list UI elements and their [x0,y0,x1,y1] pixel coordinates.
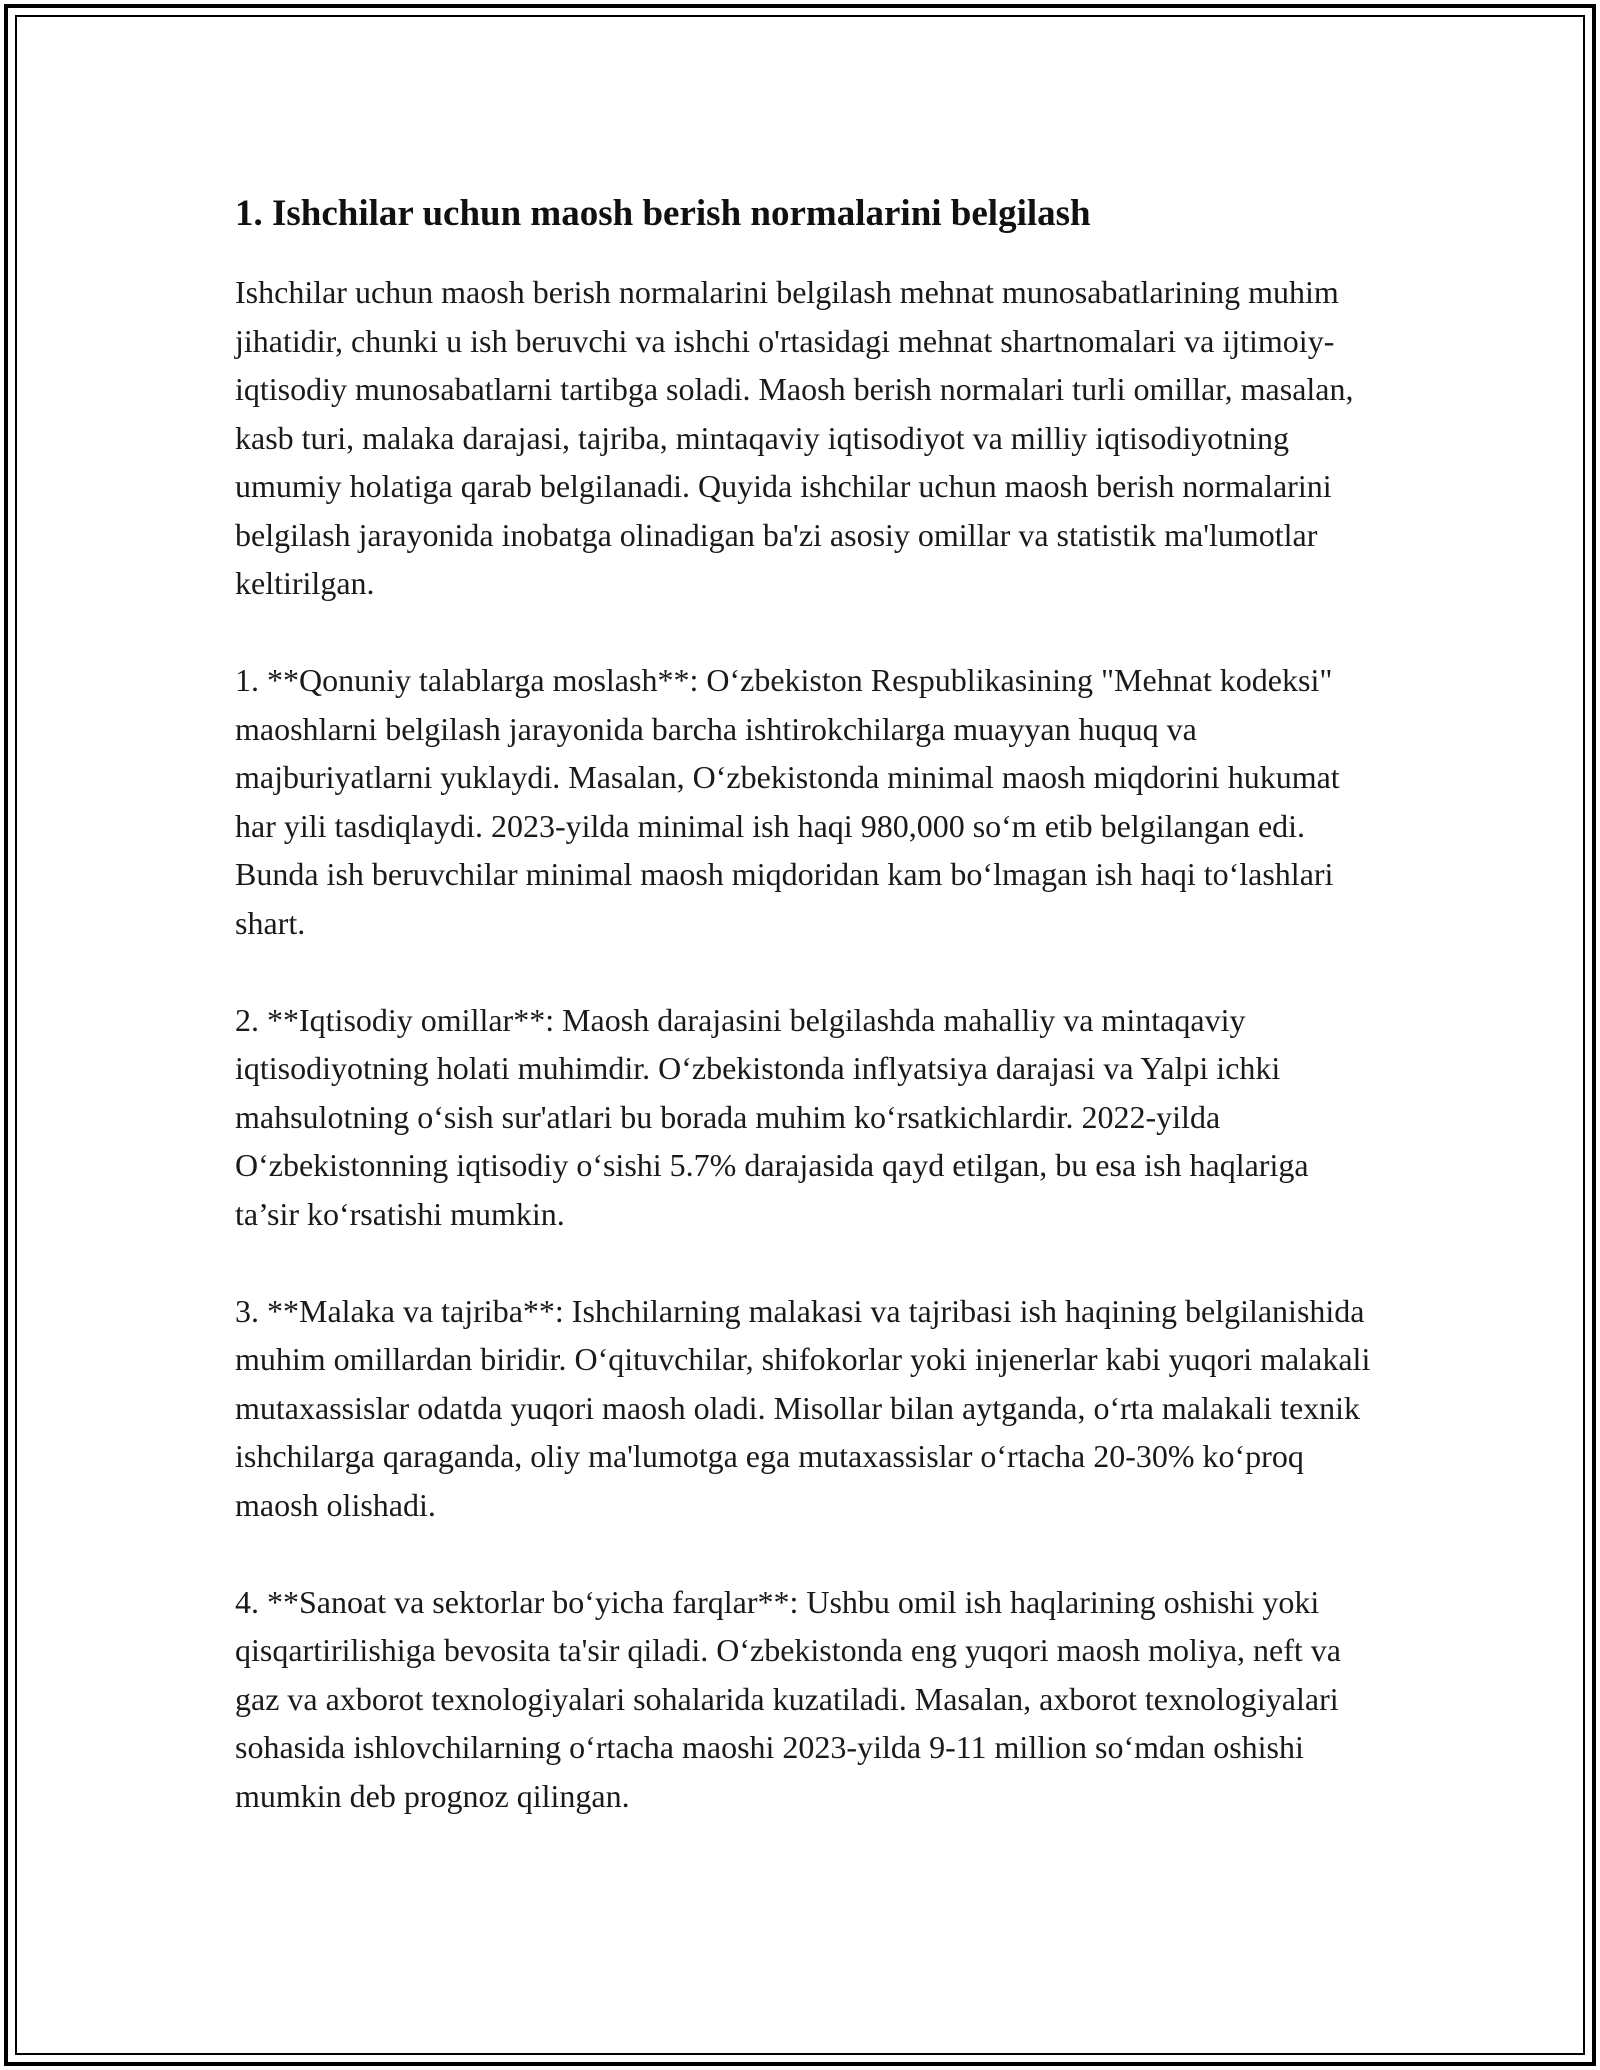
intro-paragraph: Ishchilar uchun maosh berish normalarini belgilash mehnat munosabatlarining muhim jihatidir, chunki u ish beruvchi va ishchi o'rtasidagi mehnat shartnomalari va ijtimoiy-iqtisodiy munosabatlarni tartibga soladi. Maosh berish normalari turli omillar, masalan, kasb turi, malaka darajasi, tajriba, mintaqaviy iqtisodiyot va milliy iqtisodiyotning umumiy holatiga qarab belgilanadi. Quyida ishchilar uchun maosh berish normalarini belgilash jarayonida inobatga olinadigan ba'zi asosiy omillar va statistik ma'lumotlar keltirilgan. [235,274,1354,601]
page-title: 1. Ishchilar uchun maosh berish normalarini belgilash [235,193,1091,234]
document-body [235,188,1380,1869]
paragraph-economic-factors: 2. **Iqtisodiy omillar**: Maosh darajasini belgilashda mahalliy va mintaqaviy iqtisodiyotning holati muhimdir. O‘zbekistonda inflyatsiya darajasi va Yalpi ichki mahsulotning o‘sish sur'atlari bu borada muhim ko‘rsatkichlardir. 2022-yilda O‘zbekistonning iqtisodiy o‘sishi 5.7% darajasida qayd etilgan, bu esa ish haqlariga ta’sir ko‘rsatishi mumkin. [235,1001,1309,1232]
paragraph-industry-differences: 4. **Sanoat va sektorlar bo‘yicha farqlar**: Ushbu omil ish haqlarining oshishi yoki qisqartirilishiga bevosita ta'sir qiladi. O‘zbekistonda eng yuqori maosh moliya, neft va gaz va axborot texnologiyalari sohalarida kuzatiladi. Masalan, axborot texnologiyalari sohasida ishlovchilarning o‘rtacha maoshi 2023-yilda 9-11 million so‘mdan oshishi mumkin deb prognoz qilingan. [235,1583,1341,1814]
paragraph-legal-requirements: 1. **Qonuniy talablarga moslash**: O‘zbekiston Respublikasining "Mehnat kodeksi" maoshlarni belgilash jarayonida barcha ishtirokchilarga muayyan huquq va majburiyatlarni yuklaydi. Masalan, O‘zbekistonda minimal maosh miqdorini hukumat har yili tasdiqlaydi. 2023-yilda minimal ish haqi 980,000 so‘m etib belgilangan edi. Bunda ish beruvchilar minimal maosh miqdoridan kam bo‘lmagan ish haqi to‘lashlari shart. [235,662,1340,941]
paragraph-skills-experience: 3. **Malaka va tajriba**: Ishchilarning malakasi va tajribasi ish haqining belgilanishida muhim omillardan biridir. O‘qituvchilar, shifokorlar yoki injenerlar kabi yuqori malakali mutaxassislar odatda yuqori maosh oladi. Misollar bilan aytganda, o‘rta malakali texnik ishchilarga qaraganda, oliy ma'lumotga ega mutaxassislar o‘rtacha 20-30% ko‘proq maosh olishadi. [235,1292,1371,1523]
